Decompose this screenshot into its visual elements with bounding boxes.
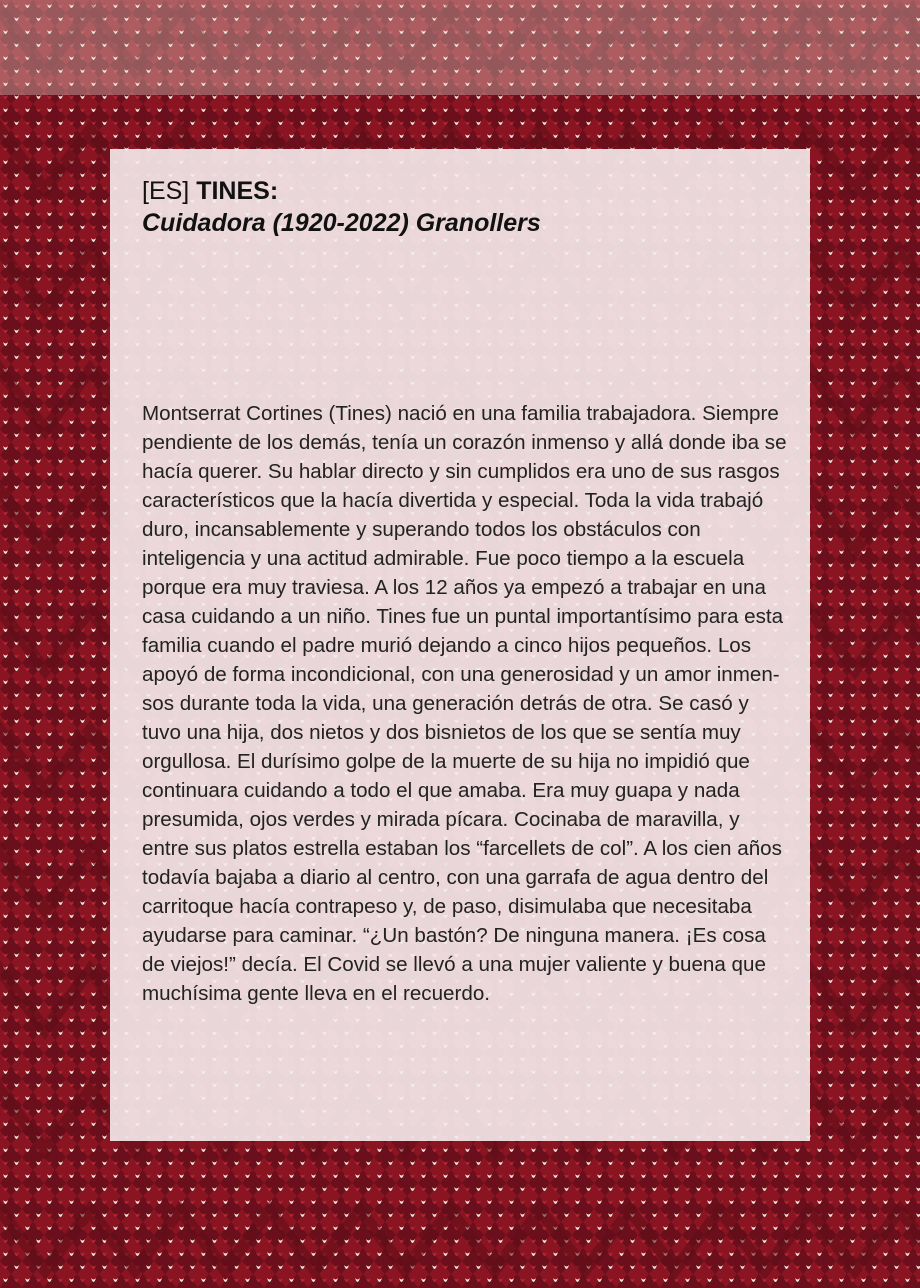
text-panel [110, 149, 810, 1141]
person-subtitle: Cuidadora (1920-2022) Granollers [142, 209, 541, 237]
person-name: TINES: [196, 177, 279, 205]
biography-paragraph: Montserrat Cortines (Tines) nació en una familia trabajadora. Siempre pendiente de los demás, tenía un corazón inmenso y allá donde iba se hacía querer. Su hablar directo y sin cumplidos era uno de sus rasgos característicos que la hacía divertida y especial. Toda la vida trabajó duro, incansablemente y superando todos los obstáculos con inteligencia y una actitud admirable. Fue poco tiempo a la escuela porque era muy traviesa. A los 12 años ya empezó a trabajar en una casa cuidando a un niño. Tines fue un puntal importantísimo para esta familia cuando el padre murió dejando a cinco hijos pequeños. Los apoyó de forma incondicional, con una generosidad y un amor inmensos durante toda la vida, una generación detrás de otra. Se casó y tuvo una hija, dos nietos y dos bisnietos de los que se sentía muy orgullosa. El durísimo golpe de la muerte de su hija no impidió que continuara cuidando a todo el que amaba. Era muy guapa y nada presumida, ojos verdes y mirada pícara. Cocinaba de maravilla, y entre sus platos estrella estaban los “farcellets de col”. A los cien años todavía bajaba a diario al centro, con una garrafa de agua dentro del carritoque hacía contrapeso y, de paso, disimulaba que necesitaba ayudarse para caminar. “¿Un bastón? De ninguna manera. ¡Es cosa de viejos!” decía. El Covid se llevó a una mujer valiente y buena que muchísima gente lleva en el recuerdo. [142, 402, 787, 1005]
profile-heading [142, 175, 782, 239]
language-tag: [ES] [142, 177, 190, 205]
